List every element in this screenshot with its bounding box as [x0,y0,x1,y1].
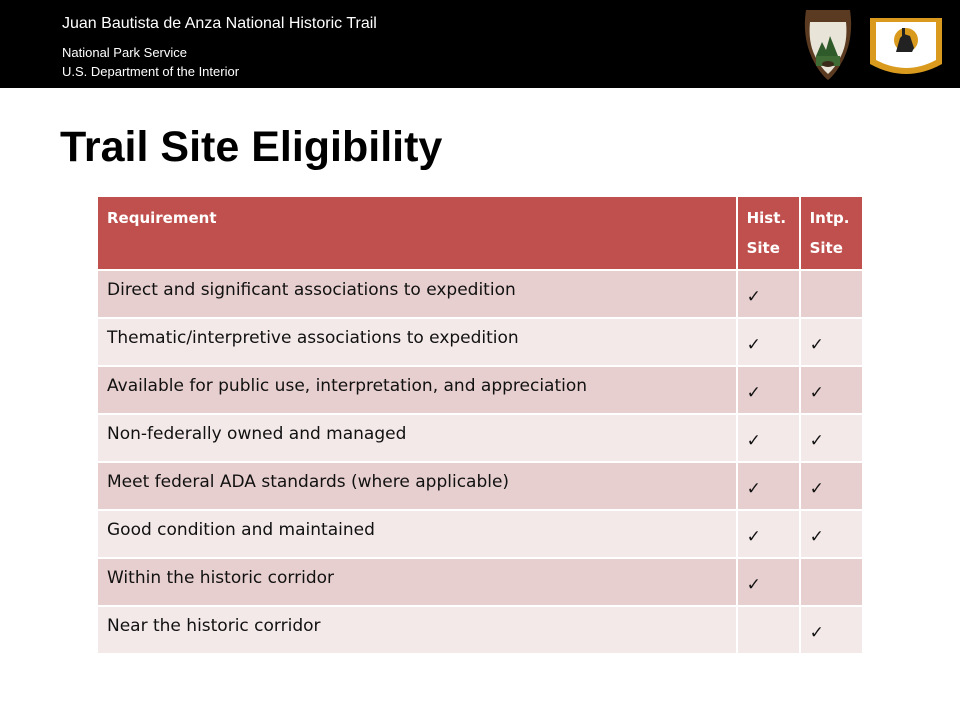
agency-name: National Park Service [62,45,187,60]
hist-site-cell [737,414,800,462]
checkmark-icon: ✓ [809,431,824,451]
table-row [97,366,863,414]
requirement-cell: Good condition and maintained [97,510,737,558]
checkmark-icon: ✓ [746,479,761,499]
table-row [97,318,863,366]
checkmark-icon: ✓ [746,431,761,451]
table-row [97,510,863,558]
nps-arrowhead-logo [798,6,858,82]
checkmark-icon: ✓ [809,527,824,547]
requirement-cell: Near the historic corridor [97,606,737,654]
hist-site-cell [737,558,800,606]
intp-site-cell [800,606,863,654]
intp-site-cell [800,510,863,558]
requirement-cell: Thematic/interpretive associations to expedition [97,318,737,366]
requirement-cell: Direct and significant associations to expedition [97,270,737,318]
hist-site-cell [737,270,800,318]
checkmark-icon: ✓ [809,479,824,499]
eligibility-table [96,195,864,655]
requirement-cell: Non-federally owned and managed [97,414,737,462]
checkmark-icon: ✓ [746,383,761,403]
hist-site-cell [737,462,800,510]
header-bar [0,0,960,88]
intp-site-cell [800,318,863,366]
department-name: U.S. Department of the Interior [62,64,240,79]
intp-site-cell [800,558,863,606]
trail-name: Juan Bautista de Anza National Historic Trail [62,15,377,32]
column-header-intp-site: Intp. Site [800,196,863,270]
page-title: Trail Site Eligibility [60,123,443,171]
table-row [97,270,863,318]
requirement-cell: Available for public use, interpretation, and appreciation [97,366,737,414]
column-header-hist-site: Hist. Site [737,196,800,270]
requirement-cell: Within the historic corridor [97,558,737,606]
intp-site-cell [800,366,863,414]
hist-site-cell [737,606,800,654]
checkmark-icon: ✓ [746,287,761,307]
requirement-cell: Meet federal ADA standards (where applicable) [97,462,737,510]
intp-site-cell [800,270,863,318]
checkmark-icon: ✓ [809,335,824,355]
hist-site-cell [737,366,800,414]
checkmark-icon: ✓ [746,575,761,595]
checkmark-icon: ✓ [809,623,824,643]
table-row [97,558,863,606]
table-row [97,462,863,510]
intp-site-cell [800,414,863,462]
intp-site-cell [800,462,863,510]
table-header-row [97,196,863,270]
checkmark-icon: ✓ [746,527,761,547]
hist-site-cell [737,510,800,558]
anza-trail-logo [866,8,946,82]
table-row [97,414,863,462]
column-header-requirement: Requirement [97,196,737,270]
checkmark-icon: ✓ [746,335,761,355]
table-row [97,606,863,654]
hist-site-cell [737,318,800,366]
checkmark-icon: ✓ [809,383,824,403]
